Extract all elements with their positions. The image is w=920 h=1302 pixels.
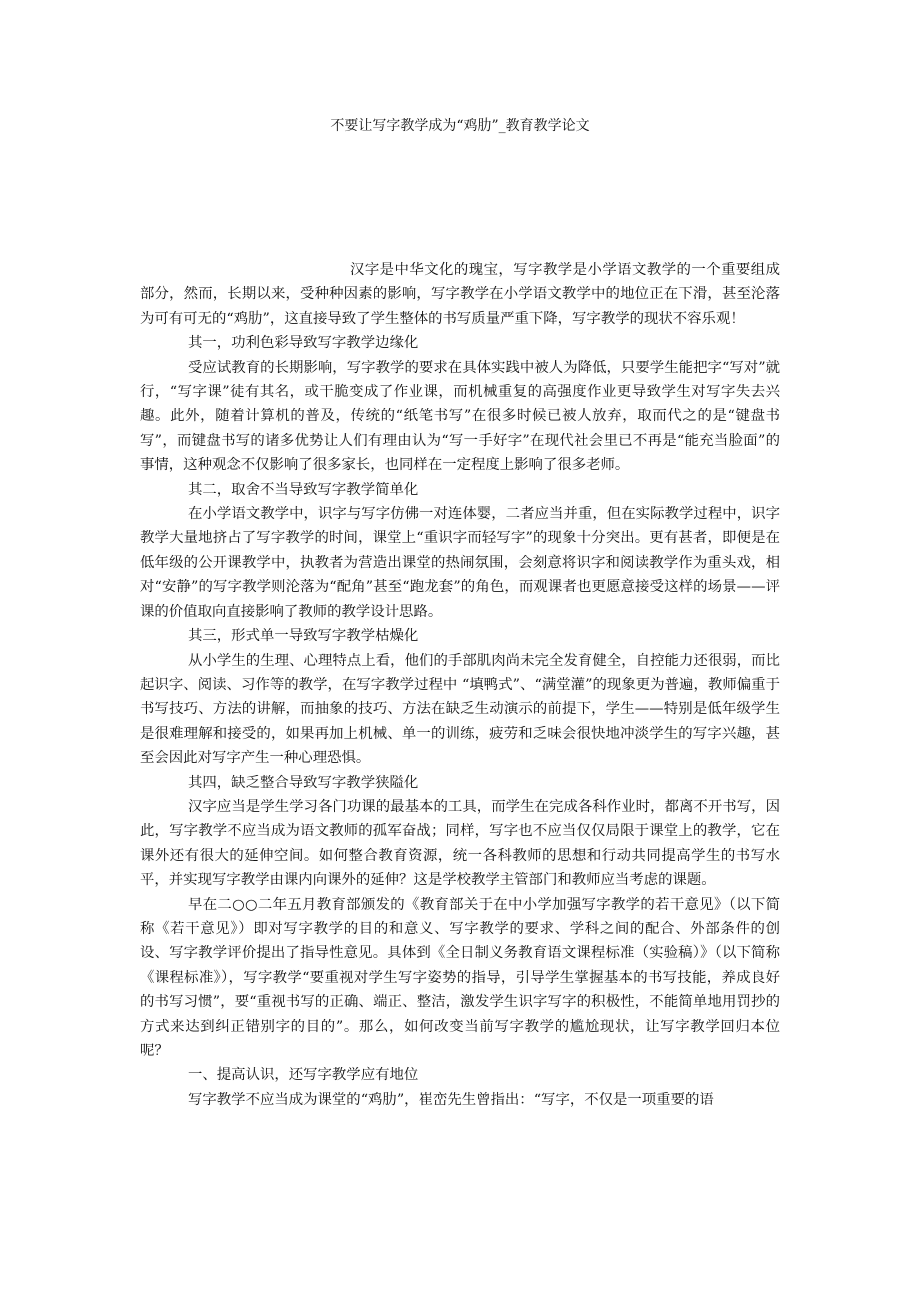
body-paragraph: 从小学生的生理、心理特点上看，他们的手部肌肉尚未完全发育健全，自控能力还很弱，而比起识字、阅读、习作等的教学，在写字教学过程中 “填鸭式”、“满堂灌”的现象更为普遍，教师偏重于书写技巧、方法的讲解，而抽象的技巧、方法在缺乏生动演示的前提下，学生——特别是低年级学生是很难理解和接受的，如果再加上机械、单一的训练，疲劳和乏味会很快地冲淡学生的写字兴趣，甚至会因此对写字产生一种心理恐惧。 bbox=[140, 652, 780, 767]
section-heading-4: 其四，缺乏整合导致写字教学狭隘化 bbox=[188, 774, 419, 791]
body-paragraph: 早在二○○二年五月教育部颁发的《教育部关于在中小学加强写字教学的若干意见》（以下简称《若干意见》）即对写字教学的目的和意义、写字教学的要求、学科之间的配合、外部条件的创设、写字教学评价提出了指导性意见。具体到《全日制义务教育语文课程标准（实验稿）》（以下简称《课程标准》），写字教学“要重视对学生写字姿势的指导，引导学生掌握基本的书写技能，养成良好的书写习惯”，要“重视书写的正确、端正、整洁，激发学生识字写字的积极性，不能简单地用罚抄的方式来达到纠正错别字的目的”。那么，如何改变当前写字教学的尴尬现状，让写字教学回归本位呢？ bbox=[140, 896, 780, 1059]
body-paragraph: 受应试教育的长期影响，写字教学的要求在具体实践中被人为降低，只要学生能把字“写对”就行，“写字课”徒有其名，或干脆变成了作业课，而机械重复的高强度作业更导致学生对写字失去兴趣。此外，随着计算机的普及，传统的“纸笔书写”在很多时候已被人放弃，取而代之的是“键盘书写”，而键盘书写的诸多优势让人们有理由认为“写一手好字”在现代社会里已不再是“能充当脸面”的事情，这种观念不仅影响了很多家长，也同样在一定程度上影响了很多老师。 bbox=[140, 359, 780, 474]
section-heading-2: 其二，取舍不当导致写字教学简单化 bbox=[188, 481, 419, 498]
section-heading-1: 其一，功利色彩导致写字教学边缘化 bbox=[188, 335, 419, 352]
body-paragraph: 在小学语文教学中，识字与写字仿佛一对连体婴，二者应当并重，但在实际教学过程中，识字教学大量地挤占了写字教学的时间，课堂上“重识字而轻写字”的现象十分突出。更有甚者，即便是在低年级的公开课教学中，执教者为营造出课堂的热闹氛围，会刻意将识字和阅读教学作为重头戏，相对“安静”的写字教学则沦落为“配角”甚至“跑龙套”的角色，而观课者也更愿意接受这样的场景——评课的价值取向直接影响了教师的教学设计思路。 bbox=[140, 506, 780, 620]
body-paragraph: 汉字应当是学生学习各门功课的最基本的工具，而学生在完成各科作业时，都离不开书写，因此，写字教学不应当成为语文教师的孤军奋战；同样，写字也不应当仅仅局限于课堂上的教学，它在课外还有很大的延伸空间。如何整合教育资源，统一各科教师的思想和行动共同提高学生的书写水平，并实现写字教学由课内向课外的延伸？这是学校教学主管部门和教师应当考虑的课题。 bbox=[140, 798, 780, 889]
document-body bbox=[140, 258, 780, 1112]
section-heading-3: 其三，形式单一导致写字教学枯燥化 bbox=[188, 628, 419, 645]
document-title: 不要让写字教学成为“鸡肋”_教育教学论文 bbox=[330, 118, 590, 134]
body-paragraph: 写字教学不应当成为课堂的“鸡肋”，崔峦先生曾指出：“写字，不仅是一项重要的语 bbox=[188, 1091, 714, 1108]
section-heading-5: 一、提高认识，还写字教学应有地位 bbox=[188, 1067, 419, 1084]
intro-paragraph: 汉字是中华文化的瑰宝，写字教学是小学语文教学的一个重要组成部分，然而，长期以来，受种种因素的影响，写字教学在小学语文教学中的地位正在下滑，甚至沦落为可有可无的“鸡肋”，这直接导致了学生整体的书写质量严重下降，写字教学的现状不容乐观！ bbox=[140, 262, 780, 327]
